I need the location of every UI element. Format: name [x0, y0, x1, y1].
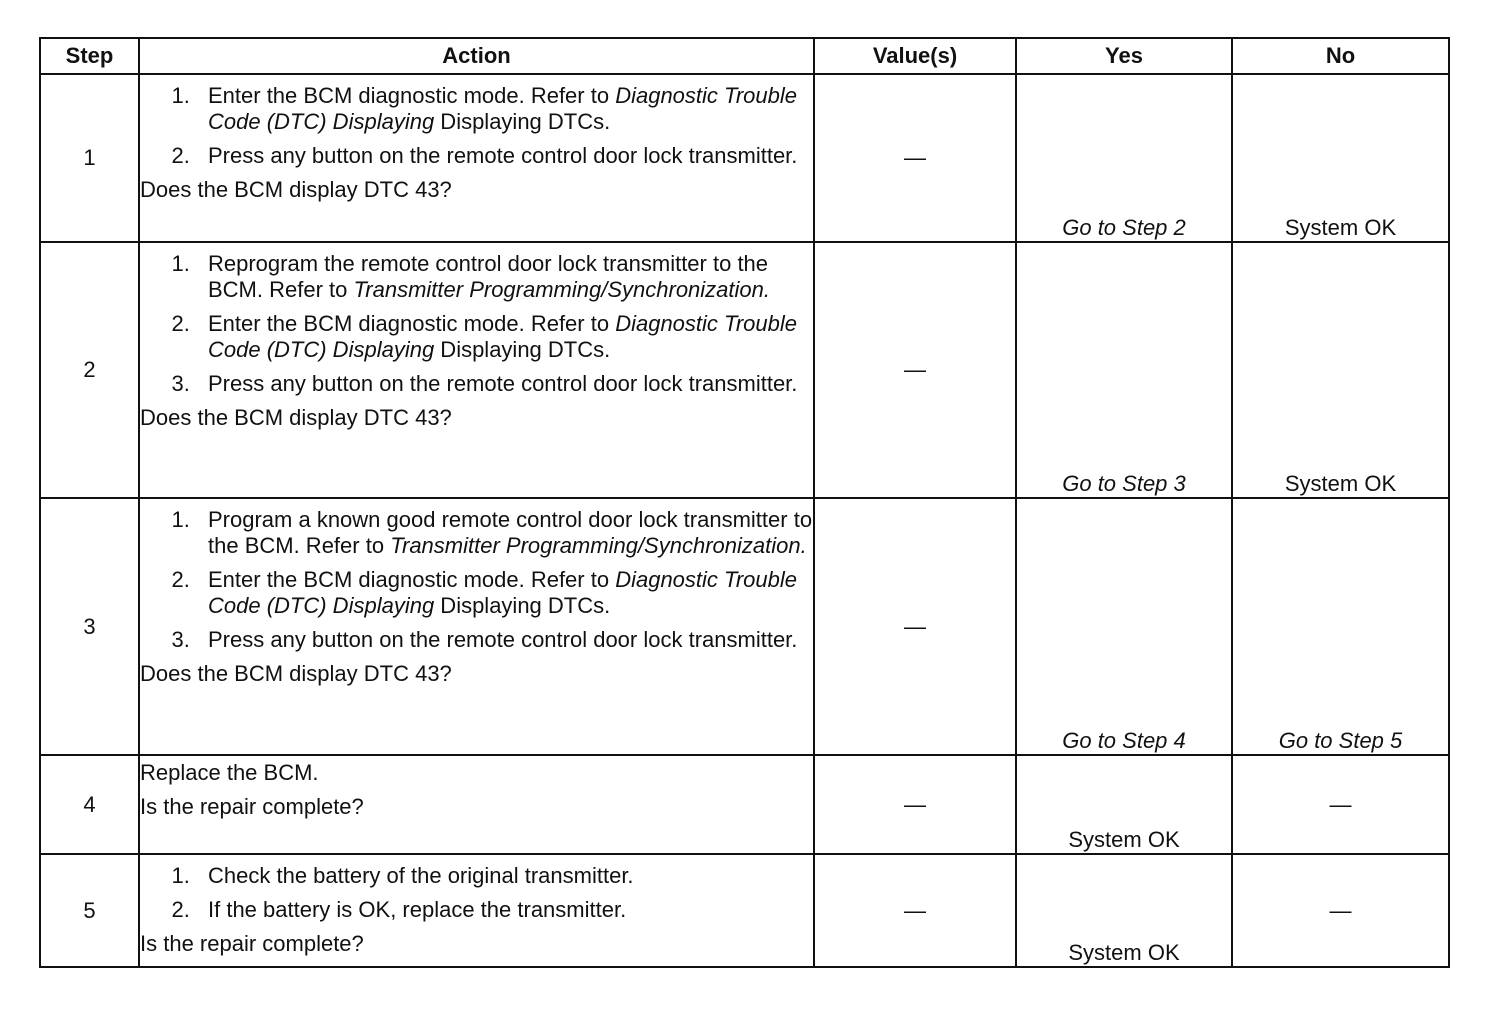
header-no: No	[1232, 38, 1449, 74]
value-cell: —	[814, 755, 1016, 854]
yes-cell: Go to Step 2	[1016, 74, 1232, 242]
table-header-row	[40, 38, 1449, 74]
action-cell	[139, 242, 814, 498]
action-cell	[139, 498, 814, 755]
action-cell	[139, 74, 814, 242]
action-list	[140, 83, 813, 169]
header-step: Step	[40, 38, 139, 74]
yes-cell: System OK	[1016, 854, 1232, 967]
step-number: 1	[40, 74, 139, 242]
header-values: Value(s)	[814, 38, 1016, 74]
step-number: 3	[40, 498, 139, 755]
table-row	[40, 755, 1449, 854]
no-cell: —	[1232, 854, 1449, 967]
list-item: 1. Enter the BCM diagnostic mode. Refer to Diagnostic Trouble Code (DTC) Displaying Displaying DTCs.	[196, 83, 813, 135]
yes-cell: Go to Step 4	[1016, 498, 1232, 755]
list-item: 3. Press any button on the remote control door lock transmitter.	[196, 627, 813, 653]
action-question: Is the repair complete?	[140, 931, 364, 956]
step-number: 4	[40, 755, 139, 854]
action-question: Does the BCM display DTC 43?	[140, 661, 452, 686]
list-item: 1. Reprogram the remote control door lock transmitter to the BCM. Refer to Transmitter Programming/Synchronization.	[196, 251, 813, 303]
value-cell: —	[814, 242, 1016, 498]
list-item: 2. If the battery is OK, replace the transmitter.	[196, 897, 813, 923]
value-cell: —	[814, 498, 1016, 755]
action-question: Does the BCM display DTC 43?	[140, 405, 452, 430]
action-cell	[139, 854, 814, 967]
table-row	[40, 498, 1449, 755]
action-list	[140, 251, 813, 397]
table-row	[40, 242, 1449, 498]
yes-cell: Go to Step 3	[1016, 242, 1232, 498]
list-item: 2. Press any button on the remote control door lock transmitter.	[196, 143, 813, 169]
action-question: Does the BCM display DTC 43?	[140, 177, 452, 202]
value-cell: —	[814, 74, 1016, 242]
action-question: Is the repair complete?	[140, 794, 364, 819]
step-number: 2	[40, 242, 139, 498]
header-yes: Yes	[1016, 38, 1232, 74]
action-cell	[139, 755, 814, 854]
action-line: Replace the BCM.	[140, 760, 319, 785]
no-cell: System OK	[1232, 242, 1449, 498]
list-item: 3. Press any button on the remote control door lock transmitter.	[196, 371, 813, 397]
list-item: 2. Enter the BCM diagnostic mode. Refer to Diagnostic Trouble Code (DTC) Displaying Displaying DTCs.	[196, 567, 813, 619]
yes-cell: System OK	[1016, 755, 1232, 854]
diagnostic-table	[39, 37, 1450, 968]
no-cell: —	[1232, 755, 1449, 854]
step-number: 5	[40, 854, 139, 967]
list-item: 1. Check the battery of the original transmitter.	[196, 863, 813, 889]
value-cell: —	[814, 854, 1016, 967]
action-list	[140, 507, 813, 653]
list-item: 2. Enter the BCM diagnostic mode. Refer to Diagnostic Trouble Code (DTC) Displaying Displaying DTCs.	[196, 311, 813, 363]
header-action: Action	[139, 38, 814, 74]
list-item: 1. Program a known good remote control door lock transmitter to the BCM. Refer to Transmitter Programming/Synchronization.	[196, 507, 813, 559]
table-row	[40, 74, 1449, 242]
no-cell: System OK	[1232, 74, 1449, 242]
no-cell: Go to Step 5	[1232, 498, 1449, 755]
action-list	[140, 863, 813, 923]
table-row	[40, 854, 1449, 967]
